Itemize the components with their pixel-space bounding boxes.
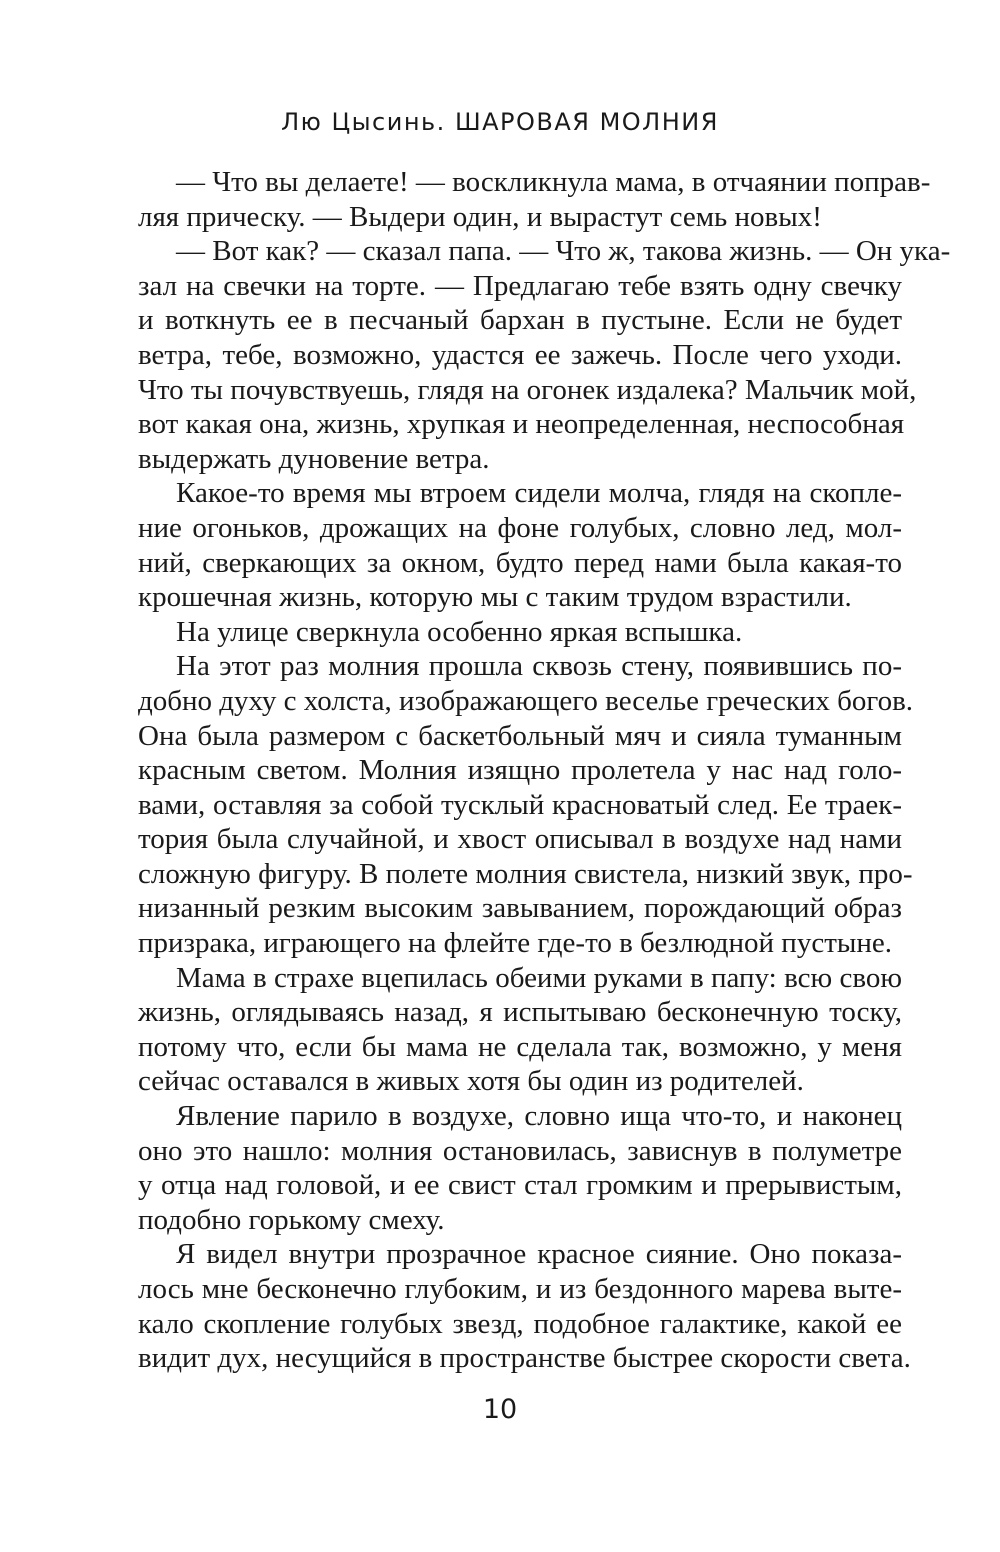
text-line: На улице сверкнула особенно яркая вспышка. bbox=[176, 615, 743, 648]
text-line: Она была размером с баскетбольный мяч и сияла туманным bbox=[138, 719, 902, 752]
text-line: призрака, играющего на флейте где-то в безлюдной пустыне. bbox=[138, 927, 892, 960]
text-line: — Вот как? — сказал папа. — Что ж, такова жизнь. — Он ука- bbox=[176, 235, 951, 268]
text-line: видит дух, несущийся в пространстве быстрее скорости света. bbox=[138, 1342, 911, 1375]
text-line: и воткнуть ее в песчаный бархан в пустыне. Если не будет bbox=[138, 304, 902, 337]
paragraph bbox=[138, 476, 902, 614]
text-line: лось мне бесконечно глубоким, и из бездонного марева выте- bbox=[138, 1273, 902, 1305]
text-line: зал на свечки на торте. — Предлагаю тебе взять одну свечку bbox=[138, 269, 902, 302]
text-line: вами, оставляя за собой тусклый красноватый след. Ее траек- bbox=[138, 788, 902, 821]
text-line: Что ты почувствуешь, глядя на огонек издалека? Мальчик мой, bbox=[138, 373, 917, 406]
text-line: вот какая она, жизнь, хрупкая и неопределенная, неспособная bbox=[138, 408, 905, 441]
text-line: подобно горькому смеху. bbox=[138, 1203, 445, 1236]
text-line: крошечная жизнь, которую мы с таким трудом взрастили. bbox=[138, 581, 852, 614]
paragraph bbox=[138, 234, 951, 476]
page-number: 10 bbox=[482, 1394, 518, 1425]
running-head: Лю Цысинь. ШАРОВАЯ МОЛНИЯ bbox=[281, 108, 719, 136]
text-line: тория была случайной, и хвост описывал в воздухе над нами bbox=[138, 823, 902, 856]
text-line: оно это нашло: молния остановилась, зависнув в полуметре bbox=[138, 1134, 902, 1167]
text-line: у отца над головой, и ее свист стал громким и прерывистым, bbox=[138, 1169, 902, 1202]
text-line: На этот раз молния прошла сквозь стену, появившись по- bbox=[176, 650, 902, 683]
paragraph bbox=[138, 649, 914, 960]
body-text bbox=[138, 165, 951, 1376]
text-line: кало скопление голубых звезд, подобное галактике, какой ее bbox=[138, 1307, 902, 1340]
text-line: Я видел внутри прозрачное красное сияние. Оно показа- bbox=[176, 1238, 902, 1271]
text-line: ний, сверкающих за окном, будто перед нами была какая-то bbox=[138, 546, 902, 579]
text-line: жизнь, оглядываясь назад, я испытываю бесконечную тоску, bbox=[138, 996, 902, 1029]
text-line: сложную фигуру. В полете молния свистела, низкий звук, про- bbox=[138, 857, 913, 890]
text-line: Какое-то время мы втроем сидели молча, глядя на скопле- bbox=[176, 477, 902, 510]
text-line: выдержать дуновение ветра. bbox=[138, 442, 490, 475]
paragraph bbox=[138, 1099, 902, 1237]
text-line: потому что, если бы мама не сделала так, возможно, у меня bbox=[138, 1030, 902, 1063]
text-line: красным светом. Молния изящно пролетела у нас над голо- bbox=[138, 754, 902, 787]
text-line: ветра, тебе, возможно, удастся ее зажечь. После чего уходи. bbox=[138, 338, 902, 371]
paragraph bbox=[138, 615, 902, 650]
text-line: Явление парило в воздухе, словно ища что-то, и наконец bbox=[176, 1100, 902, 1133]
paragraph bbox=[138, 165, 931, 234]
paragraph bbox=[138, 1237, 911, 1375]
text-line: ляя прическу. — Выдери один, и вырастут семь новых! bbox=[138, 200, 822, 233]
text-line: Мама в страхе вцепилась обеими руками в папу: всю свою bbox=[176, 961, 902, 994]
text-line: — Что вы делаете! — воскликнула мама, в отчаянии поправ- bbox=[176, 166, 931, 198]
text-line: добно духу с холста, изображающего веселье греческих богов. bbox=[138, 684, 914, 717]
text-line: ние огоньков, дрожащих на фоне голубых, словно лед, мол- bbox=[138, 511, 902, 544]
text-line: низанный резким высоким завыванием, порождающий образ bbox=[138, 892, 902, 925]
paragraph bbox=[138, 961, 902, 1099]
text-line: сейчас оставался в живых хотя бы один из родителей. bbox=[138, 1065, 804, 1098]
